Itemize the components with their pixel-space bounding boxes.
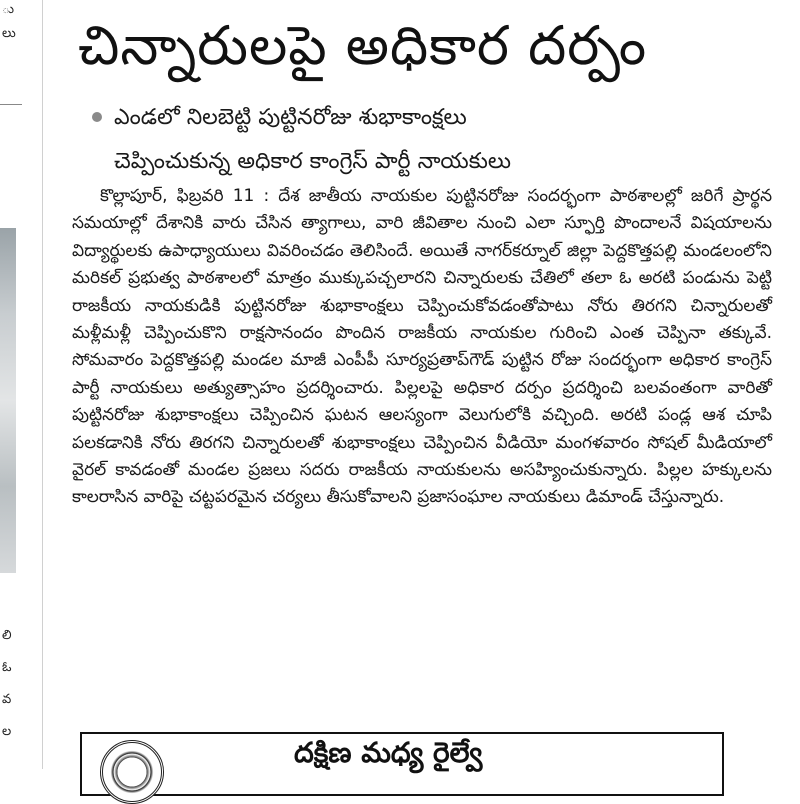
adjacent-text-fragment: ఓ	[2, 660, 12, 675]
adjacent-photo	[0, 228, 16, 573]
adjacent-text-fragment: లు	[2, 26, 16, 41]
column-rule	[42, 0, 43, 769]
sub-headline-line-1: ఎండలో నిలబెట్టి పుట్టినరోజు శుభాకాంక్షలు	[114, 105, 467, 130]
adjacent-text-fragment: ు	[2, 2, 15, 17]
adjacent-text-fragment: ల	[2, 724, 12, 739]
sub-headline	[114, 96, 794, 184]
article-body: కొల్లాపూర్, ఫిబ్రవరి 11 : దేశ జాతీయ నాయకుల పుట్టినరోజు సందర్భంగా పాఠశాలల్లో జరిగే ప్రార్థన సమయాల్లో దేశానికి వారు చేసిన త్యాగాలు, వారి జీవితాల నుంచి ఎలా స్ఫూర్తి పొందాలనే విషయాలను విద్యార్థులకు ఉపాధ్యాయులు వివరించడం తెలిసిందే. అయితే నాగర్‌కర్నూల్ జిల్లా పెద్దకొత్తపల్లి మండలంలోని మరికల్ ప్రభుత్వ పాఠశాలలో మాత్రం ముక్కుపచ్చలారని చిన్నారులకు చేతిలో తలా ఓ అరటి పండును పెట్టి రాజకీయ నాయకుడికి పుట్టినరోజు శుభాకాంక్షలు చెప్పించుకోవడంతోపాటు నోరు తిరగని చిన్నారులతో మళ్లీమళ్లీ చెప్పించుకొని రాక్షసానందం పొందిన రాజకీయ నాయకుల గురించి ఎంత చెప్పినా తక్కువే. సోమవారం పెద్దకొత్తపల్లి మండల మాజీ ఎంపీపీ సూర్యప్రతాప్‌గౌడ్ పుట్టిన రోజు సందర్భంగా అధికార కాంగ్రెస్ పార్టీ నాయకులు అత్యుత్సాహం ప్రదర్శించారు. పిల్లలపై అధికార దర్పం ప్రదర్శించి బలవంతంగా వారితో పుట్టినరోజు శుభాకాంక్షలు చెప్పించిన ఘటన ఆలస్యంగా వెలుగులోకి వచ్చింది. అరటి పండ్ల ఆశ చూపి పలకడానికి నోరు తిరగని చిన్నారులతో శుభాకాంక్షలు చెప్పించిన వీడియో మంగళవారం సోషల్ మీడియాలో వైరల్ కావడంతో మండల ప్రజలు సదరు రాజకీయ నాయకులను అసహ్యించుకున్నారు. పిల్లల హక్కులను కాలరాసిన వారిపై చట్టపరమైన చర్యలు తీసుకోవాలని ప్రజాసంఘాల నాయకులు డిమాండ్ చేస్తున్నారు.	[72, 186, 772, 508]
adjacent-text-fragment: లి	[2, 628, 12, 643]
sub-headline-line-2: చెప్పించుకున్న అధికార కాంగ్రెస్ పార్టీ నాయకులు	[114, 149, 512, 174]
headline: చిన్నారులపై అధికార దర్పం	[78, 14, 648, 77]
advertisement-box	[80, 732, 724, 796]
advertisement-title: దక్షిణ మధ్య రైల్వే	[294, 736, 483, 769]
column-divider	[0, 104, 22, 105]
adjacent-column-edge	[0, 0, 40, 769]
adjacent-text-fragment: వ	[2, 692, 12, 707]
railway-emblem-icon	[100, 740, 164, 804]
bullet-icon	[92, 112, 102, 122]
